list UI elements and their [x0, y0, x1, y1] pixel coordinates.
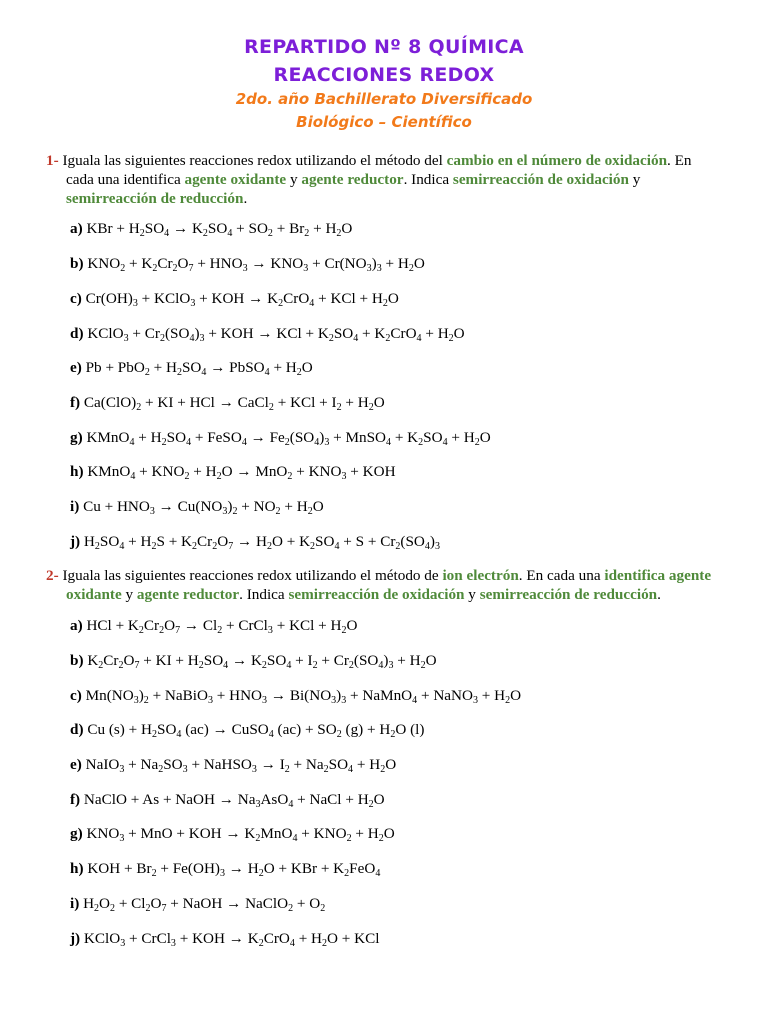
- question-1-instructions: [46, 151, 736, 208]
- instruction-line: [46, 585, 736, 604]
- chemical-equation: $H_2O_2 + Cl_2O_7$ + NaOH → NaClO$_2$ + $O_2$: [79, 895, 326, 914]
- chemical-equation: $H_2SO_4 + H_2S + K_2Cr_2O_7 \to H_2O + K_2SO_4 + S + Cr_2(SO_4)_3$: [80, 533, 440, 552]
- item-label: d): [70, 325, 84, 342]
- chemical-equation: $Mn(NO_3)_2$ + NaBiO$_3$ + $HNO_3 \to Bi(NO_3)_3$ + NaMnO$_4$ + NaNO$_3$ + $H_2O$: [81, 687, 522, 706]
- chemical-equation: KBr + $H_2SO_4 \to K_2SO_4 + SO_2 + Br_2 + H_2O$: [82, 220, 353, 239]
- chemical-equation: KMnO$_4$ + $KNO_2 + H_2O \to MnO_2 + KNO_3$ + KOH: [83, 463, 396, 482]
- item-label: d): [70, 721, 84, 738]
- equation-item: [70, 428, 491, 447]
- highlight-term: oxidante: [66, 586, 122, 603]
- instruction-text: . Indica: [239, 586, 289, 603]
- highlight-term: semirreacción de oxidación: [452, 171, 629, 188]
- item-label: f): [70, 394, 81, 411]
- chemical-equation: $KNO_3$ + MnO + KOH → $K_2MnO_4 + KNO_2 + H_2O$: [82, 825, 395, 844]
- equation-item: [70, 616, 357, 635]
- instruction-text: .: [243, 190, 248, 207]
- instruction-text: . En cada una: [518, 567, 605, 584]
- equation-item: [70, 289, 399, 308]
- item-label: h): [70, 463, 84, 480]
- equation-item: [70, 824, 395, 843]
- highlight-term: ion electrón: [442, 567, 519, 584]
- highlight-term: semirreacción de reducción: [479, 586, 658, 603]
- item-label: b): [70, 255, 84, 272]
- worksheet-title: REPARTIDO Nº 8 QUÍMICA: [244, 36, 524, 58]
- instruction-text: cada una identifica: [66, 171, 185, 188]
- course-orientation: Biológico – Científico: [296, 113, 472, 131]
- instruction-text: y: [286, 171, 302, 188]
- item-label: i): [70, 498, 80, 515]
- equation-item: [70, 393, 385, 412]
- equation-item: [70, 651, 437, 670]
- item-label: e): [70, 756, 82, 773]
- instruction-text: Iguala las siguientes reacciones redox utilizando el método del: [58, 152, 447, 169]
- equation-item: [70, 859, 380, 878]
- highlight-term: semirreacción de reducción: [66, 190, 244, 207]
- equation-item: [70, 755, 396, 774]
- equation-item: [70, 254, 425, 273]
- instruction-line: [46, 170, 736, 189]
- item-label: c): [70, 290, 82, 307]
- item-label: a): [70, 220, 83, 237]
- chemical-equation: Cu $(s) + H_2SO_4$ (ac) → CuSO$_4$ $(ac) + SO_2$ $(g) + H_2O$ (l): [83, 721, 425, 740]
- chemical-equation: KClO$_3$ + CrCl$_3$ + KOH → $K_2CrO_4 + H_2O$ + KCl: [80, 930, 380, 949]
- highlight-term: semirreacción de oxidación: [288, 586, 465, 603]
- item-label: e): [70, 359, 82, 376]
- highlight-term: agente reductor: [301, 171, 404, 188]
- equation-item: [70, 894, 325, 913]
- highlight-term: agente oxidante: [184, 171, 287, 188]
- equation-item: [70, 358, 313, 377]
- chemical-equation: $Ca(ClO)_2$ + KI + HCl → CaCl$_2$ + KCl + $I_2 + H_2O$: [80, 394, 385, 413]
- chemical-equation: KClO$_3$ + $Cr_2(SO_4)_3$ + KOH → KCl + $K_2SO_4 + K_2CrO_4 + H_2O$: [83, 325, 465, 344]
- equation-item: [70, 462, 396, 481]
- equation-item: [70, 219, 352, 238]
- chemical-equation: $KNO_2 + K_2Cr_2O_7 + HNO_3 \to KNO_3 + Cr(NO_3)_3 + H_2O$: [83, 255, 425, 274]
- item-label: i): [70, 895, 80, 912]
- item-label: b): [70, 652, 84, 669]
- chemical-equation: KMnO$_4$ + $H_2SO_4$ + FeSO$_4$ → $Fe_2(SO_4)_3$ + MnSO$_4$ + $K_2SO_4 + H_2O$: [82, 429, 491, 448]
- instruction-line: [46, 189, 736, 208]
- equation-item: [70, 497, 324, 516]
- item-label: g): [70, 429, 83, 446]
- chemical-equation: $K_2Cr_2O_7$ + KI + $H_2SO_4 \to K_2SO_4 + I_2 + Cr_2(SO_4)_3 + H_2O$: [83, 652, 437, 671]
- item-label: a): [70, 617, 83, 634]
- instruction-text: y: [464, 586, 480, 603]
- item-label: c): [70, 687, 82, 704]
- question-number: 1-: [46, 152, 59, 169]
- item-label: j): [70, 930, 81, 947]
- instruction-text: .: [657, 586, 661, 603]
- item-label: g): [70, 825, 83, 842]
- instruction-text: Iguala las siguientes reacciones redox utilizando el método de: [58, 567, 443, 584]
- question-number: 2-: [46, 567, 59, 584]
- highlight-term: agente reductor: [136, 586, 240, 603]
- equation-item: [70, 324, 465, 343]
- item-label: h): [70, 860, 84, 877]
- equation-item: [70, 790, 385, 809]
- item-label: j): [70, 533, 81, 550]
- chemical-equation: NaClO + As + NaOH → $Na_3AsO_4$ + NaCl + $H_2O$: [80, 791, 385, 810]
- instruction-text: y: [628, 171, 641, 188]
- instruction-text: y: [121, 586, 137, 603]
- chemical-equation: HCl + $K_2Cr_2O_7 \to Cl_2$ + CrCl$_3$ + KCl + $H_2O$: [82, 617, 358, 636]
- chemical-equation: $Pb + PbO_2 + H_2SO_4$ → PbSO$_4$ + $H_2O$: [81, 359, 313, 378]
- highlight-term: cambio en el número de oxidación: [446, 152, 668, 169]
- chemical-equation: NaIO$_3$ + $Na_2SO_3$ + NaHSO$_3$ → $I_2 + Na_2SO_4 + H_2O$: [81, 756, 397, 775]
- equation-item: [70, 720, 424, 739]
- worksheet-topic: REACCIONES REDOX: [273, 64, 495, 86]
- equation-item: [70, 532, 440, 551]
- chemical-equation: $Cr(OH)_3$ + KClO$_3$ + KOH → $K_2CrO_4$ + KCl + $H_2O$: [81, 290, 399, 309]
- item-label: f): [70, 791, 81, 808]
- course-level: 2do. año Bachillerato Diversificado: [235, 90, 533, 108]
- chemical-equation: $Cu + HNO_3 \to Cu(NO_3)_2 + NO_2 + H_2O$: [79, 498, 324, 517]
- equation-item: [70, 686, 521, 705]
- equation-item: [70, 929, 379, 948]
- highlight-term: identifica agente: [604, 567, 712, 584]
- chemical-equation: KOH + $Br_2 + Fe(OH)_3 \to H_2O$ + KBr + $K_2FeO_4$: [83, 860, 381, 879]
- instruction-text: . Indica: [403, 171, 453, 188]
- question-2-instructions: [46, 566, 736, 604]
- instruction-text: . En: [667, 152, 692, 169]
